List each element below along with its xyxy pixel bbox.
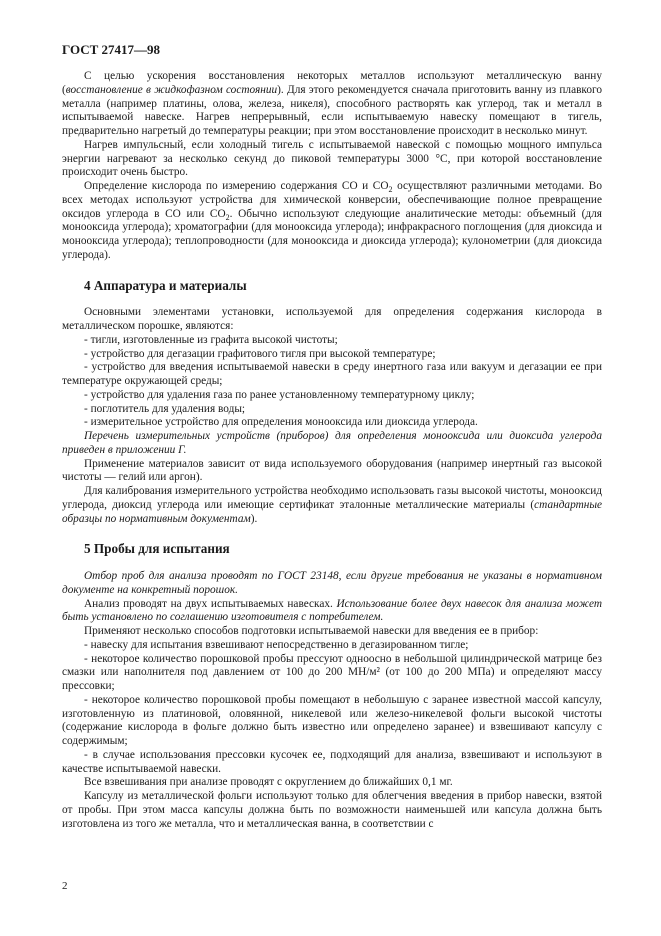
section-5-note: Отбор проб для анализа проводят по ГОСТ 23148, если другие требования не указаны в нормативном документе на конкретный порошок. xyxy=(62,570,602,596)
paragraph-impulse-heating: Нагрев импульсный, если холодный тигель с испытываемой навеской с помощью мощного импульса энергии нагревают за несколько секунд до пиковой температуры 3000 °С, при которой восстановление происходит очень быстро. xyxy=(62,138,602,179)
paragraph-capsule: Капсулу из металлической фольги используют только для облегчения введения в прибор навески, взятой от пробы. При этом масса капсулы должна быть по возможности наименьшей или капсула должна быть изготовлена из того же металла, что и металлическая ванна, в соответствии с xyxy=(62,790,602,830)
list-item: - устройство для удаления газа по ранее установленному температурному циклу; xyxy=(84,388,475,401)
paragraph-liquid-phase: С целью ускорения восстановления некоторых металлов используют металлическую ванну (восстановление в жидкофазном состоянии). Для этого рекомендуется сначала приготовить ванну из плавкого металла (например платины, олова, железа, никеля), способного растворять как углерод, так и металл в испытываемой навеске. Нагрев непрерывный, если испытываемую навеску помещают в тигель, предварительно нагретый до температуры реакции; при этом восстановление происходит в несколько минут. xyxy=(62,70,602,137)
list-item: - поглотитель для удаления воды; xyxy=(84,402,246,415)
list-item: - устройство для дегазации графитового тигля при высокой температуре; xyxy=(84,347,436,360)
section-4-heading: 4 Аппаратура и материалы xyxy=(84,277,247,293)
page-number: 2 xyxy=(62,880,68,892)
paragraph-weighing: Все взвешивания при анализе проводят с округлением до ближайших 0,1 мг. xyxy=(84,776,453,789)
paragraph-materials: Применение материалов зависит от вида используемого оборудования (например инертный газ высокой чистоты — гелий или аргон). xyxy=(62,457,602,484)
section-4-lead: Основными элементами установки, используемой для определения содержания кислорода в металлическом порошке, являются: xyxy=(62,306,602,332)
section-4-note: Перечень измерительных устройств (приборов) для определения монооксида или диоксида углерода приведен в приложении Г. xyxy=(62,430,602,456)
section-5-heading: 5 Пробы для испытания xyxy=(84,541,230,557)
paragraph-calibration: Для калибрования измерительного устройства необходимо использовать газы высокой чистоты, монооксид углерода, диоксид углерода или имеющие сертификат эталонные металлические материалы (стандартные образцы по нормативным документам). xyxy=(62,485,602,525)
list-item: - измерительное устройство для определения монооксида или диоксида углерода. xyxy=(84,416,478,429)
list-item: - тигли, изготовленные из графита высокой чистоты; xyxy=(84,333,338,346)
list-item: - устройство для введения испытываемой навески в среду инертного газа или вакуум и дегазации ее при температуре окружающей среды; xyxy=(62,361,602,387)
paragraph-two-samples: Анализ проводят на двух испытываемых навесках. Использование более двух навесок для анализа может быть установлено по соглашению изготовителя с потребителем. xyxy=(62,597,602,624)
paragraph-preparation-methods: Применяют несколько способов подготовки испытываемой навески для введения ее в прибор: xyxy=(84,625,539,637)
list-item: - некоторое количество порошковой пробы помещают в небольшую с заранее известной массой капсулу, изготовленную из платиновой, оловянной, никелевой или железо-никелевой фольги высокой чистоты (содержание кислорода в фольге должно быть известно или определено заранее) и взвешивают капсулу с содержимым; xyxy=(62,693,602,747)
paragraph-oxygen-methods: Определение кислорода по измерению содержания СО и $СО_2$ осуществляют различными методами. Во всех методах используют устройства для химической конверсии, обеспечивающие полное превращение оксидов углерода в СО или $СО_2$. Обычно используют следующие аналитические методы: объемный (для монооксида углерода); хроматографии (для монооксида углерода); инфракрасного поглощения (для диоксида и монооксида углерода); теплопроводности (для монооксида и диоксида углерода); кулонометрии (для диоксида углерода). xyxy=(62,180,603,261)
document-code-header: ГОСТ 27417—98 xyxy=(62,42,161,57)
document-body xyxy=(62,70,602,831)
list-item: - в случае использования прессовки кусочек ее, подходящий для анализа, взвешивают и используют в качестве испытываемой навески. xyxy=(62,748,602,775)
list-item: - некоторое количество порошковой пробы прессуют одноосно в небольшой цилиндрической матрице без смазки или наполнителя под давлением от 100 до 200 МН/м² (от 100 до 200 МПа) и определяют массу прессовки; xyxy=(62,652,602,692)
list-item: - навеску для испытания взвешивают непосредственно в дегазированном тигле; xyxy=(84,638,469,651)
